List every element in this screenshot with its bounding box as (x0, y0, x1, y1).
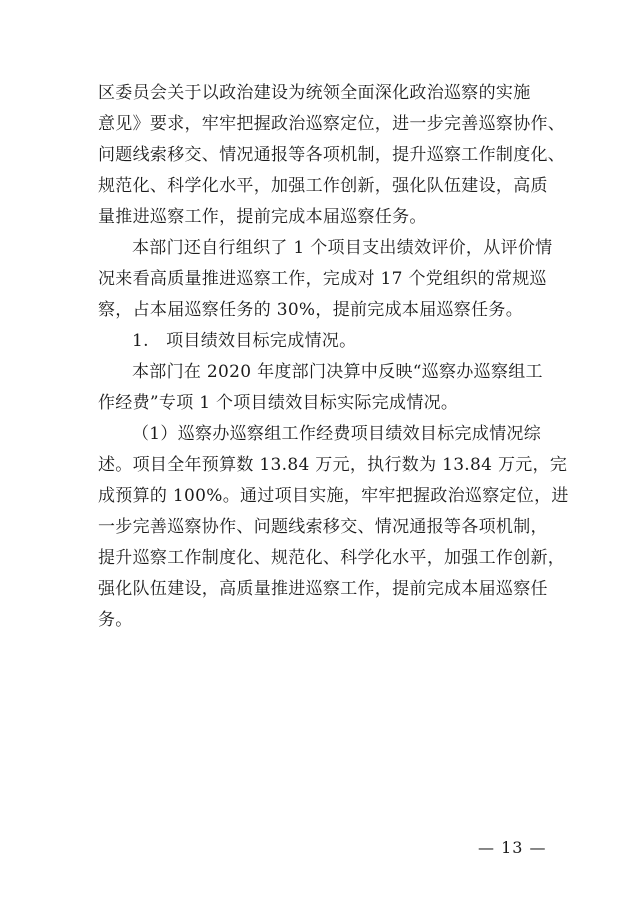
paragraph-line: 区委员会关于以政治建设为统领全面深化政治巡察的实施 (98, 83, 531, 103)
paragraph-line: 规范化、科学化水平，加强工作创新，强化队伍建设，高质 (98, 176, 548, 196)
page-number: — 13 — (478, 838, 547, 857)
paragraph-line: 述。项目全年预算数 13.84 万元，执行数为 13.84 万元，完 (98, 455, 568, 475)
paragraph-line: 察，占本届巡察任务的 30%，提前完成本届巡察任务。 (98, 300, 523, 320)
paragraph-line: （1）巡察办巡察组工作经费项目绩效目标完成情况综 (132, 424, 542, 444)
paragraph-line: 本部门在 2020 年度部门决算中反映“巡察办巡察组工 (132, 362, 543, 382)
body-text (98, 78, 569, 636)
paragraph-line: 务。 (98, 610, 133, 630)
paragraph-line: 强化队伍建设，高质量推进巡察工作，提前完成本届巡察任 (98, 579, 548, 599)
paragraph-line: 量推进巡察工作，提前完成本届巡察任务。 (98, 207, 427, 227)
paragraph-line: 问题线索移交、情况通报等各项机制，提升巡察工作制度化、 (98, 145, 566, 165)
section-heading: 1. 项目绩效目标完成情况。 (132, 331, 357, 351)
paragraph-line: 提升巡察工作制度化、规范化、科学化水平，加强工作创新， (98, 548, 566, 568)
paragraph-line: 作经费”专项 1 个项目绩效目标实际完成情况。 (98, 393, 459, 413)
paragraph-line: 本部门还自行组织了 1 个项目支出绩效评价，从评价情 (132, 238, 553, 258)
paragraph-line: 况来看高质量推进巡察工作，完成对 17 个党组织的常规巡 (98, 269, 547, 289)
paragraph-line: 意见》要求，牢牢把握政治巡察定位，进一步完善巡察协作、 (98, 114, 566, 134)
paragraph-line: 一步完善巡察协作、问题线索移交、情况通报等各项机制， (98, 517, 548, 537)
paragraph-line: 成预算的 100%。通过项目实施，牢牢把握政治巡察定位，进 (98, 486, 569, 506)
